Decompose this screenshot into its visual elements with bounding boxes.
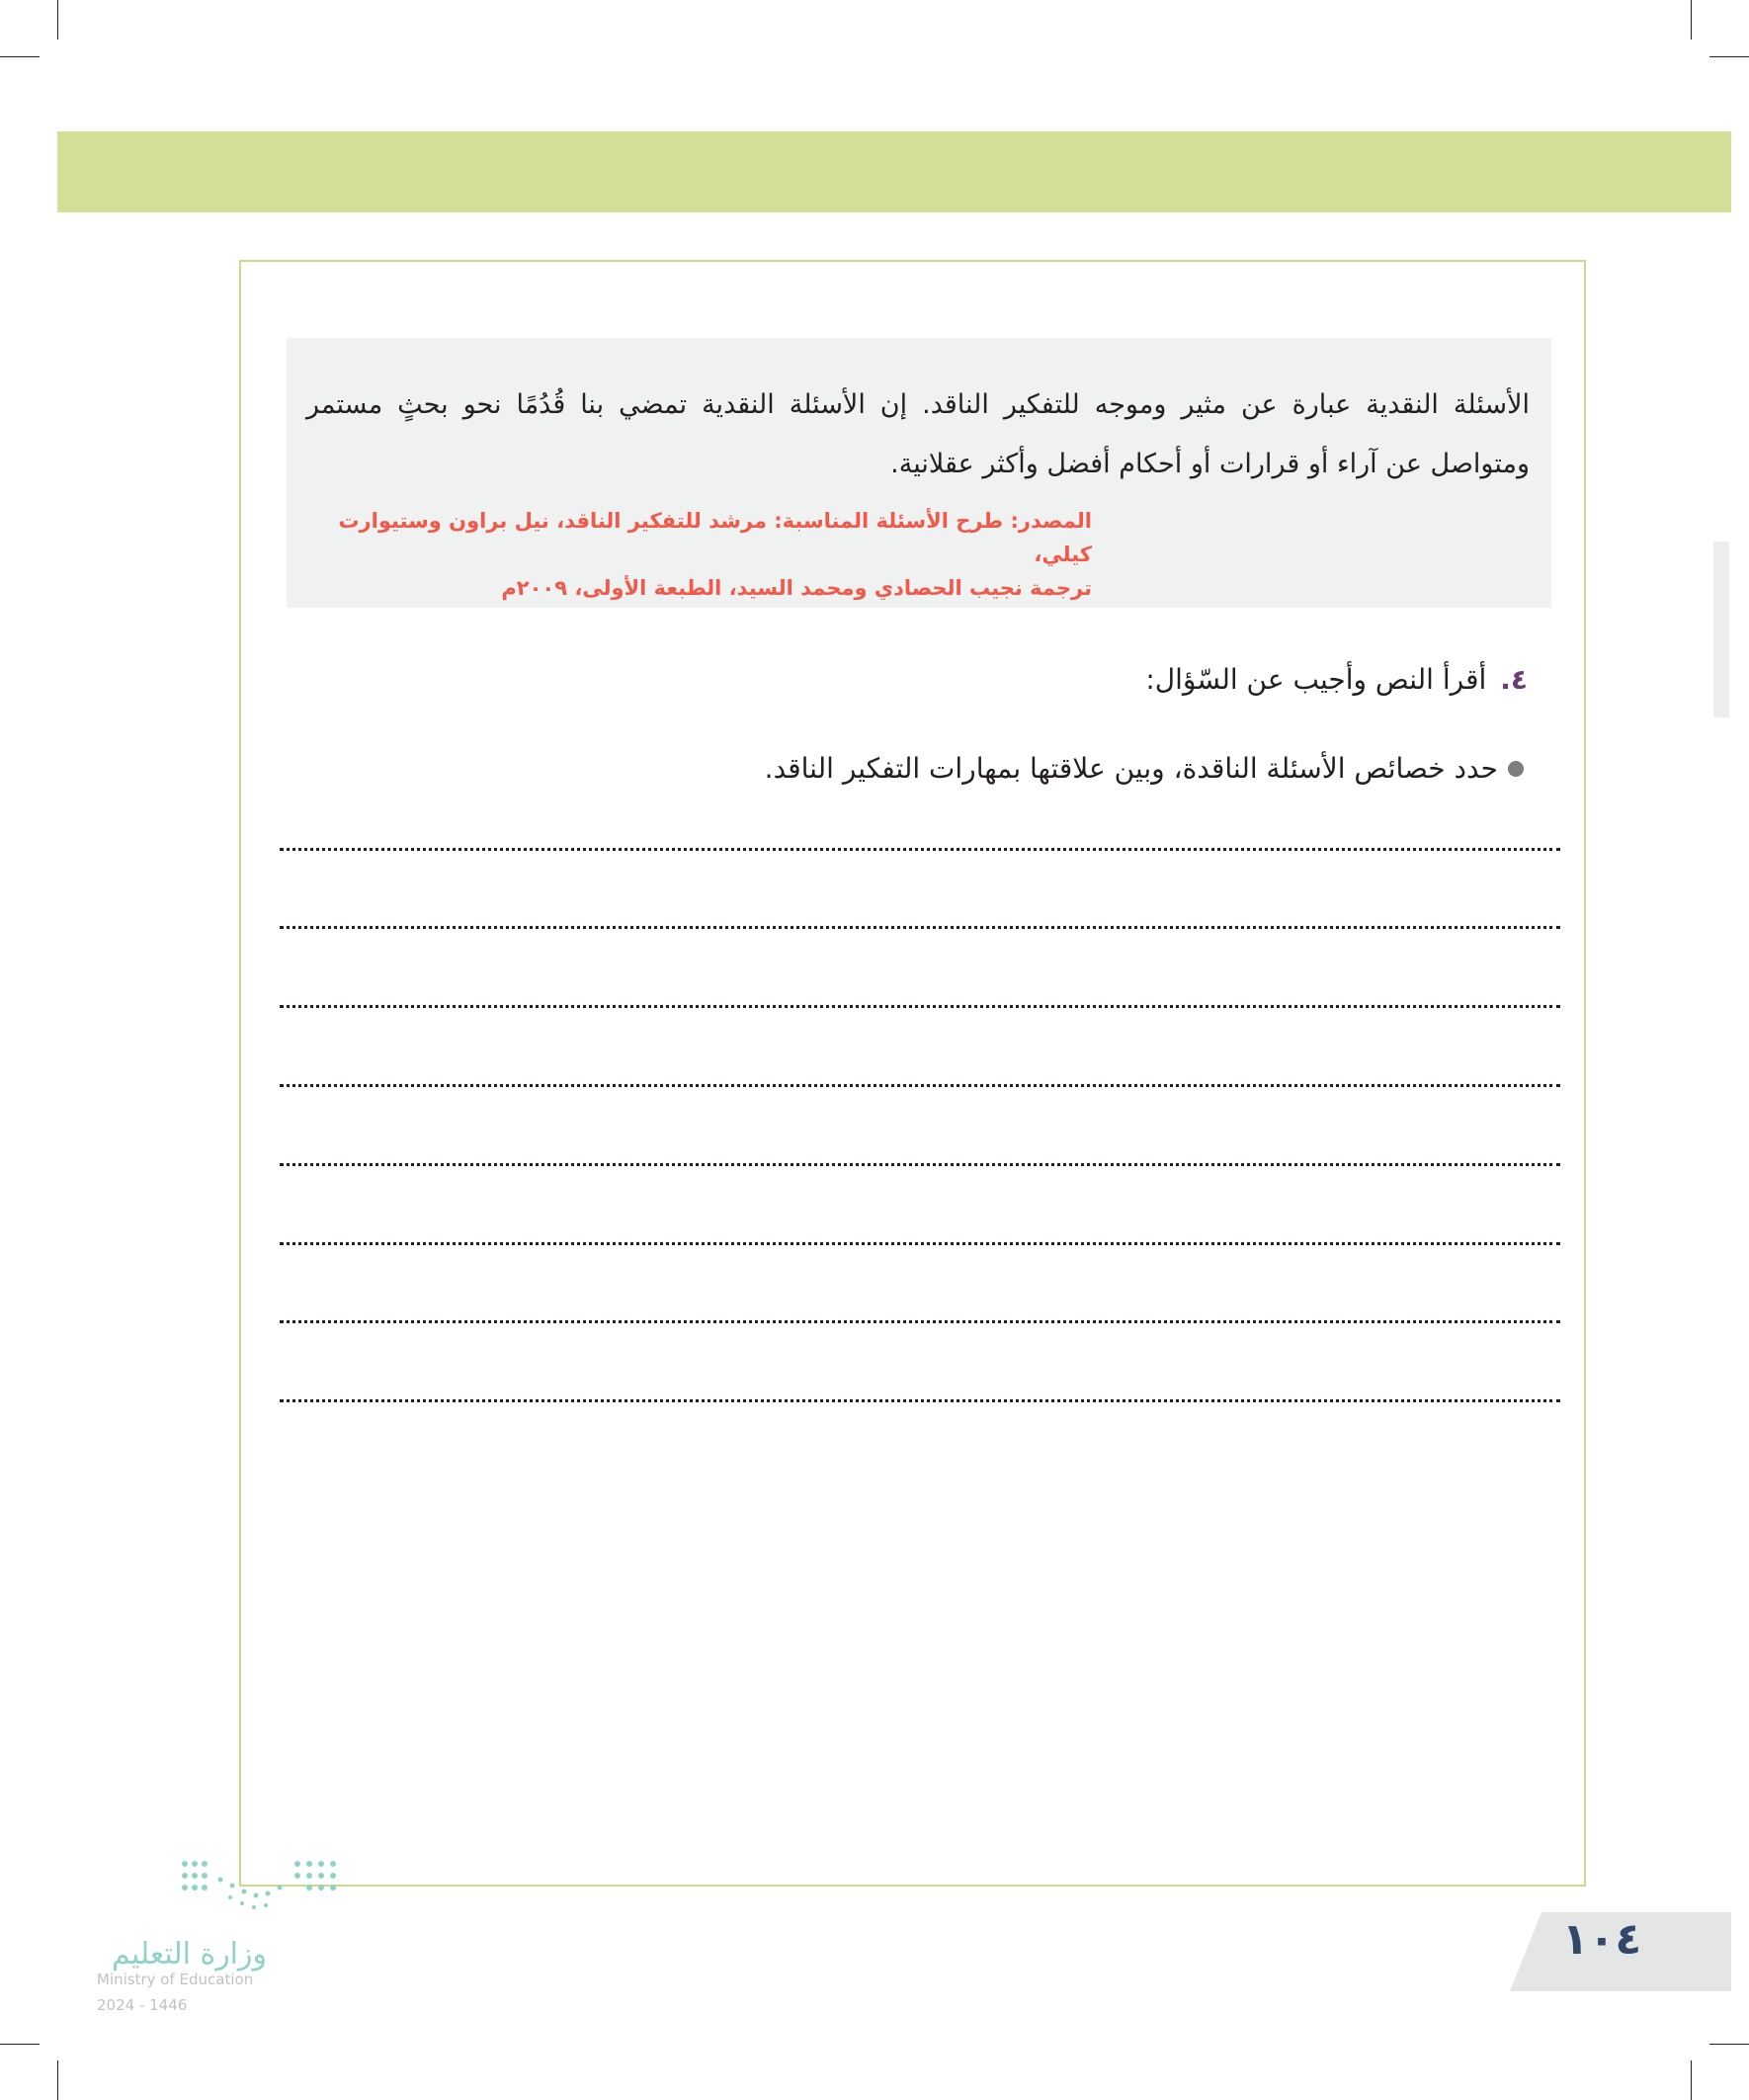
crop-mark: [0, 56, 40, 57]
source-line-2: ترجمة نجيب الحصادي ومحمد السيد، الطبعة الأولى، ٢٠٠٩م: [501, 576, 1092, 600]
header-band: [57, 131, 1731, 212]
answer-line[interactable]: [280, 1399, 1560, 1402]
page-number: ١٠٤: [1561, 1914, 1642, 1965]
ministry-name-arabic: وزارة التعليم: [111, 1937, 267, 1972]
ministry-logo: [97, 1858, 354, 2016]
source-citation: [306, 504, 1530, 605]
answer-line[interactable]: [280, 1320, 1560, 1323]
bullet-icon: [1508, 761, 1524, 777]
source-line-1: المصدر: طرح الأسئلة المناسبة: مرشد للتفكير الناقد، نيل براون وستيوارت كيلي،: [338, 509, 1092, 566]
side-tab: [1713, 542, 1729, 717]
answer-line[interactable]: [280, 848, 1560, 851]
ministry-year: 2024 - 1446: [97, 1996, 188, 2014]
crop-mark: [0, 2044, 40, 2045]
task-text: حدد خصائص الأسئلة الناقدة، وبين علاقتها بمهارات التفكير الناقد.: [764, 752, 1498, 785]
task-item: [765, 745, 1524, 793]
question-heading: [1145, 656, 1528, 704]
ministry-name-english: Ministry of Education: [97, 1971, 254, 1988]
crop-mark: [57, 0, 58, 40]
answer-line[interactable]: [280, 1242, 1560, 1245]
answer-line[interactable]: [280, 1084, 1560, 1087]
info-box: [287, 338, 1551, 608]
crop-mark: [1691, 2060, 1692, 2100]
crop-mark: [1709, 56, 1749, 57]
crop-mark: [1691, 0, 1692, 40]
info-text: الأسئلة النقدية عبارة عن مثير وموجه للتفكير الناقد. إن الأسئلة النقدية تمضي بنا قُدُمًا نحو بحثٍ مستمر ومتواصل عن آراء أو قرارات أو أحكام أفضل وأكثر عقلانية.: [306, 389, 1530, 479]
question-number: ٤.: [1500, 663, 1528, 696]
ministry-dots-icon: [181, 1858, 349, 1917]
question-text: أقرأ النص وأجيب عن السّؤال:: [1145, 663, 1487, 696]
answer-line[interactable]: [280, 926, 1560, 929]
crop-mark: [1709, 2044, 1749, 2045]
crop-mark: [57, 2060, 58, 2100]
answer-line[interactable]: [280, 1163, 1560, 1166]
answer-line[interactable]: [280, 1005, 1560, 1008]
